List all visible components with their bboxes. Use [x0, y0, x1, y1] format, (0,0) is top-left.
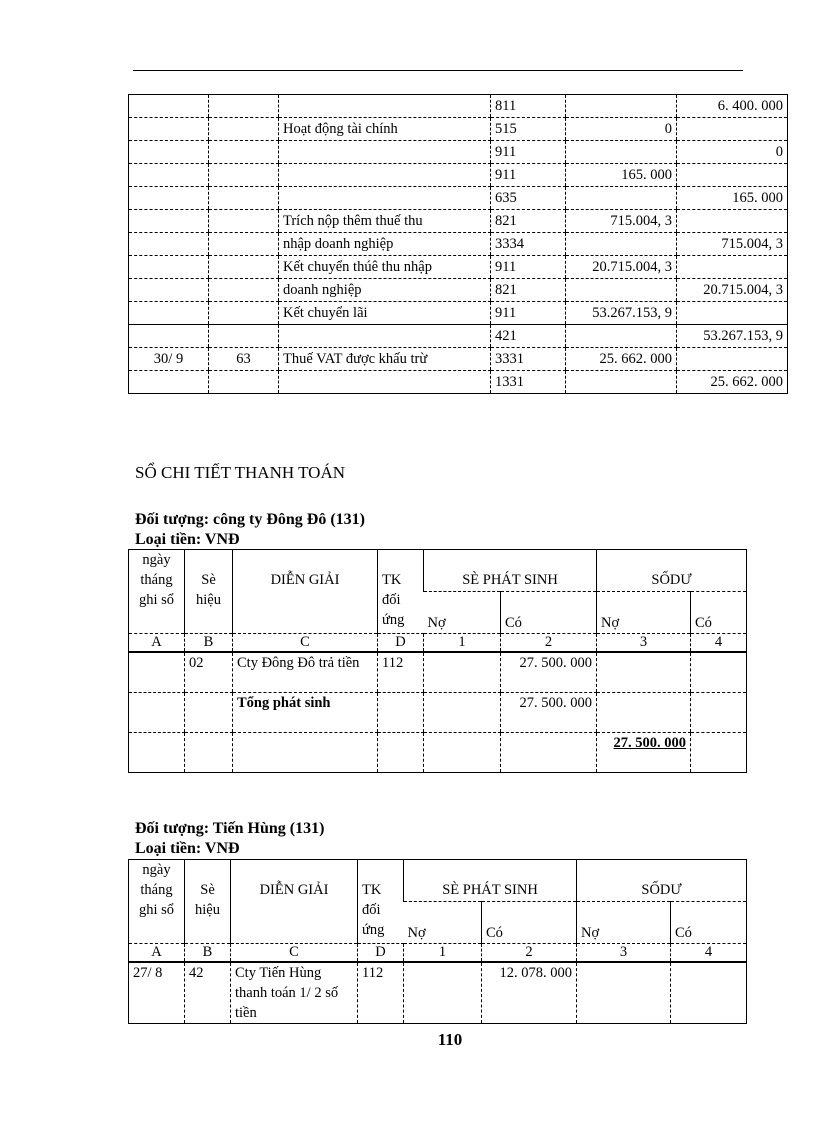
journal-cell-date: [129, 371, 209, 394]
journal-cell-credit: 20.715.004, 3: [677, 279, 788, 302]
col-doc-header: Sè hiệu: [185, 550, 233, 634]
journal-cell-debit: [566, 371, 677, 394]
journal-cell-doc: [209, 325, 279, 348]
letter-c: C: [233, 634, 378, 653]
journal-cell-doc: [209, 279, 279, 302]
journal-cell-desc: nhập doanh nghiệp: [279, 233, 491, 256]
arising-credit-header: Có: [482, 902, 577, 944]
balance-debit-header: Nợ: [577, 902, 671, 944]
journal-cell-credit: 0: [677, 141, 788, 164]
journal-cell-debit: [566, 325, 677, 348]
journal-cell-doc: [209, 256, 279, 279]
journal-table: [128, 94, 788, 394]
journal-row: [129, 210, 788, 233]
journal-cell-acc: 515: [491, 118, 566, 141]
letter-1: 1: [404, 944, 482, 963]
journal-cell-desc: [279, 141, 491, 164]
letter-2: 2: [501, 634, 597, 653]
journal-row: [129, 302, 788, 325]
journal-cell-debit: [566, 279, 677, 302]
journal-cell-date: [129, 256, 209, 279]
journal-cell-acc: 911: [491, 256, 566, 279]
col-acc-header: TK đối ứng: [358, 860, 404, 944]
col-balance-header: SỐDƯ: [597, 550, 747, 592]
journal-cell-date: [129, 279, 209, 302]
journal-row: [129, 348, 788, 371]
journal-cell-doc: [209, 233, 279, 256]
journal-cell-date: [129, 187, 209, 210]
journal-cell-doc: [209, 118, 279, 141]
journal-cell-desc: Kết chuyển lãi: [279, 302, 491, 325]
journal-cell-acc: 811: [491, 95, 566, 118]
ledger2-currency: Loại tiền: VNĐ: [135, 840, 240, 857]
journal-cell-desc: Trích nộp thêm thuế thu: [279, 210, 491, 233]
ledger1-table: [128, 549, 747, 773]
balance-debit-header: Nợ: [597, 592, 691, 634]
journal-row: [129, 371, 788, 394]
journal-cell-credit: [677, 164, 788, 187]
journal-cell-doc: [209, 371, 279, 394]
journal-row: [129, 279, 788, 302]
letter-b: B: [185, 634, 233, 653]
col-date-header: ngày tháng ghi sổ: [129, 550, 185, 634]
journal-cell-credit: 165. 000: [677, 187, 788, 210]
journal-cell-debit: 165. 000: [566, 164, 677, 187]
journal-row: [129, 325, 788, 348]
journal-cell-desc: Thuế VAT được khấu trừ: [279, 348, 491, 371]
journal-cell-debit: 20.715.004, 3: [566, 256, 677, 279]
journal-cell-debit: 715.004, 3: [566, 210, 677, 233]
journal-cell-date: [129, 164, 209, 187]
journal-cell-doc: [209, 302, 279, 325]
journal-cell-desc: [279, 164, 491, 187]
journal-cell-acc: 635: [491, 187, 566, 210]
journal-cell-desc: [279, 325, 491, 348]
journal-cell-date: [129, 210, 209, 233]
ledger1-object: Đối tượng: công ty Đông Đô (131): [135, 511, 366, 528]
letter-4: 4: [691, 634, 747, 653]
journal-cell-doc: [209, 164, 279, 187]
journal-cell-date: [129, 233, 209, 256]
journal-cell-desc: Hoạt động tài chính: [279, 118, 491, 141]
journal-cell-doc: [209, 95, 279, 118]
journal-cell-credit: [677, 302, 788, 325]
letter-d: D: [358, 944, 404, 963]
journal-cell-date: [129, 141, 209, 164]
journal-row: [129, 233, 788, 256]
journal-cell-acc: 821: [491, 279, 566, 302]
table-row: 27/ 8 42 Cty Tiến Hùng thanh toán 1/ 2 số tiền 112 12. 078. 000: [129, 962, 747, 1024]
arising-debit-header: Nợ: [424, 592, 501, 634]
col-date-header: ngày tháng ghi sổ: [129, 860, 185, 944]
journal-cell-acc: 3334: [491, 233, 566, 256]
journal-cell-date: [129, 302, 209, 325]
journal-cell-debit: [566, 141, 677, 164]
letter-c: C: [231, 944, 358, 963]
journal-cell-desc: doanh nghiệp: [279, 279, 491, 302]
journal-row: [129, 118, 788, 141]
journal-cell-debit: 0: [566, 118, 677, 141]
col-arising-header: SÈ PHÁT SINH: [404, 860, 577, 902]
journal-cell-credit: 6. 400. 000: [677, 95, 788, 118]
col-acc-header: TK đối ứng: [378, 550, 424, 634]
journal-cell-desc: [279, 371, 491, 394]
total-row: Tổng phát sinh 27. 500. 000: [129, 692, 747, 732]
journal-cell-debit: [566, 233, 677, 256]
letter-d: D: [378, 634, 424, 653]
col-arising-header: SÈ PHÁT SINH: [424, 550, 597, 592]
letter-a: A: [129, 944, 185, 963]
journal-cell-doc: [209, 187, 279, 210]
journal-cell-desc: [279, 95, 491, 118]
journal-cell-debit: [566, 95, 677, 118]
journal-cell-acc: 911: [491, 164, 566, 187]
journal-row: [129, 256, 788, 279]
arising-credit-header: Có: [501, 592, 597, 634]
balance-credit-header: Có: [671, 902, 747, 944]
journal-cell-date: [129, 95, 209, 118]
letter-1: 1: [424, 634, 501, 653]
journal-cell-credit: 715.004, 3: [677, 233, 788, 256]
journal-cell-date: [129, 118, 209, 141]
col-desc-header: DIỄN GIẢI: [231, 860, 358, 944]
journal-cell-debit: [566, 187, 677, 210]
journal-cell-debit: 53.267.153, 9: [566, 302, 677, 325]
col-desc-header: DIỄN GIẢI: [233, 550, 378, 634]
letter-4: 4: [671, 944, 747, 963]
ledger1-currency: Loại tiền: VNĐ: [135, 531, 240, 548]
journal-row: [129, 187, 788, 210]
header-rule: [133, 70, 743, 71]
letter-b: B: [185, 944, 231, 963]
journal-cell-debit: 25. 662. 000: [566, 348, 677, 371]
letter-a: A: [129, 634, 185, 653]
journal-cell-credit: [677, 256, 788, 279]
journal-cell-desc: Kết chuyển thúê thu nhập: [279, 256, 491, 279]
table-row: 02 Cty Đông Đô trả tiền 112 27. 500. 000: [129, 652, 747, 692]
arising-debit-header: Nợ: [404, 902, 482, 944]
journal-cell-acc: 421: [491, 325, 566, 348]
letter-3: 3: [577, 944, 671, 963]
journal-cell-credit: [677, 348, 788, 371]
journal-cell-credit: [677, 210, 788, 233]
ledger2-object: Đối tượng: Tiến Hùng (131): [135, 820, 325, 837]
journal-row: [129, 95, 788, 118]
journal-cell-acc: 911: [491, 302, 566, 325]
letter-2: 2: [482, 944, 577, 963]
journal-cell-date: [129, 325, 209, 348]
journal-cell-acc: 821: [491, 210, 566, 233]
page-number: 110: [437, 1030, 463, 1049]
journal-cell-doc: [209, 210, 279, 233]
col-doc-header: Sè hiệu: [185, 860, 231, 944]
journal-cell-doc: 63: [209, 348, 279, 371]
letter-3: 3: [597, 634, 691, 653]
journal-cell-acc: 3331: [491, 348, 566, 371]
balance-credit-header: Có: [691, 592, 747, 634]
journal-cell-credit: 25. 662. 000: [677, 371, 788, 394]
journal-row: [129, 164, 788, 187]
journal-row: [129, 141, 788, 164]
col-balance-header: SỐDƯ: [577, 860, 747, 902]
journal-cell-credit: 53.267.153, 9: [677, 325, 788, 348]
balance-row: 27. 500. 000: [129, 732, 747, 772]
journal-cell-doc: [209, 141, 279, 164]
ledger2-table: [128, 859, 747, 1024]
journal-cell-date: 30/ 9: [129, 348, 209, 371]
journal-cell-acc: 911: [491, 141, 566, 164]
journal-cell-credit: [677, 118, 788, 141]
journal-cell-acc: 1331: [491, 371, 566, 394]
journal-cell-desc: [279, 187, 491, 210]
section-title: SỔ CHI TIẾT THANH TOÁN: [135, 463, 345, 482]
